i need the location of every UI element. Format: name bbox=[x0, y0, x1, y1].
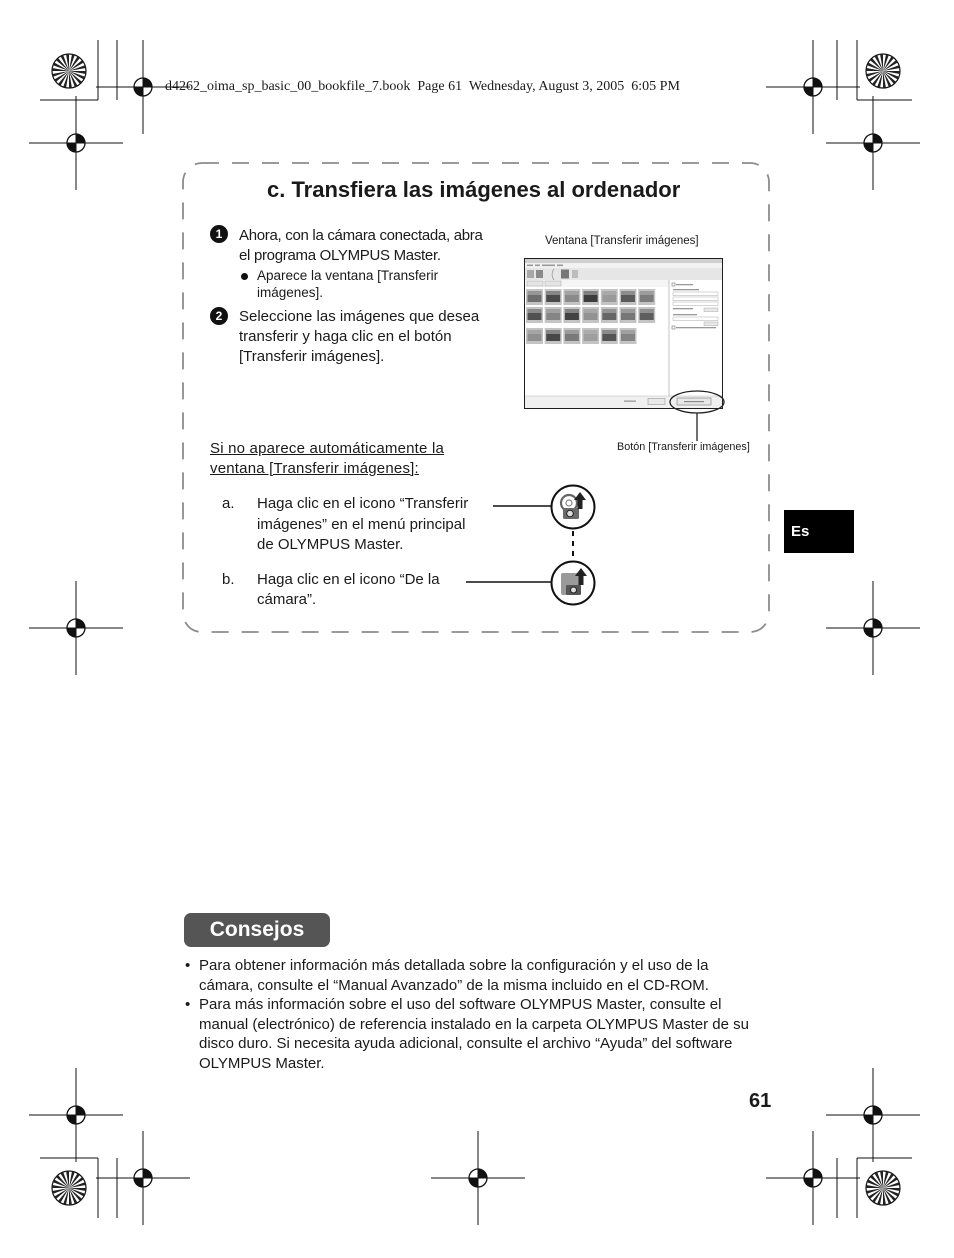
step-number-badge-2: 2 bbox=[210, 307, 228, 325]
starburst-wedge bbox=[883, 1182, 900, 1188]
starburst-wedge bbox=[54, 71, 69, 82]
target-quadrant bbox=[813, 1169, 822, 1178]
tip-line: manual (electrónico) de referencia instalado en la carpeta OLYMPUS Master de su bbox=[199, 1015, 749, 1033]
fallback-item-line: cámara”. bbox=[257, 591, 317, 608]
thumbnail-sky bbox=[584, 330, 598, 334]
starburst-wedge bbox=[883, 71, 896, 84]
fallback-heading-line: ventana [Transferir imágenes]: bbox=[210, 460, 419, 477]
fallback-item-b-text bbox=[257, 570, 440, 610]
starburst-wedge bbox=[883, 1177, 898, 1188]
starburst-wedge bbox=[61, 1172, 70, 1188]
starburst-wedge bbox=[69, 71, 72, 88]
target-quadrant bbox=[76, 1106, 85, 1115]
starburst-wedge bbox=[867, 63, 883, 72]
target-quadrant bbox=[67, 143, 76, 152]
registration-target-icon bbox=[826, 581, 920, 675]
starburst-wedge bbox=[883, 1188, 892, 1204]
target-quadrant bbox=[864, 143, 873, 152]
starburst-wedge bbox=[69, 1188, 82, 1201]
thumbnail-sky bbox=[546, 291, 560, 295]
starburst-wedge bbox=[69, 1173, 80, 1188]
target-ring bbox=[864, 1106, 882, 1124]
target-quadrant bbox=[143, 1169, 152, 1178]
tip-line: • Para obtener información más detallada sobre la configuración y el uso de la bbox=[199, 957, 709, 974]
step-2-line: transferir y haga clic en el botón bbox=[239, 328, 452, 345]
list-item bbox=[199, 956, 749, 995]
thumbnail-sky bbox=[546, 309, 560, 313]
target-quadrant bbox=[873, 1106, 882, 1115]
starburst-wedge bbox=[69, 71, 86, 74]
starburst-wedge bbox=[56, 58, 69, 71]
section-title: c. Transfiera las imágenes al ordenador bbox=[267, 177, 681, 202]
starburst-wedge bbox=[880, 1171, 883, 1188]
starburst-wedge bbox=[877, 1188, 883, 1205]
target-ring bbox=[804, 1169, 822, 1187]
starburst-ring bbox=[52, 1171, 86, 1205]
starburst-wedge bbox=[883, 71, 899, 80]
starburst-wedge bbox=[883, 60, 898, 71]
starburst-wedge bbox=[868, 1188, 883, 1199]
thumbnail-sky bbox=[584, 291, 598, 295]
starburst-wedge bbox=[52, 1188, 69, 1194]
thumbnail-sky bbox=[565, 291, 579, 295]
starburst-wedge bbox=[52, 68, 69, 71]
thumbnail bbox=[526, 328, 543, 344]
fallback-item-a-text bbox=[257, 494, 468, 556]
step-1-note-line: Aparece la ventana [Transferir bbox=[257, 268, 439, 283]
target-quadrant bbox=[864, 1115, 873, 1124]
fallback-item-label-a: a. bbox=[222, 495, 235, 512]
starburst-wedge bbox=[69, 71, 82, 84]
starburst-wedge bbox=[69, 1188, 86, 1191]
registration-target-icon bbox=[766, 1131, 860, 1225]
starburst-ring bbox=[52, 54, 86, 88]
step-number-badge-1: 1 bbox=[210, 225, 228, 243]
target-ring bbox=[67, 1106, 85, 1124]
step-1-line: Ahora, con la cámara conectada, abra bbox=[239, 227, 483, 244]
starburst-wedge bbox=[883, 71, 892, 87]
starburst-wedge bbox=[69, 60, 84, 71]
fallback-item-line: de OLYMPUS Master. bbox=[257, 536, 404, 553]
starburst-wedge bbox=[875, 1172, 884, 1188]
thumbnail-sky bbox=[640, 309, 654, 313]
registration-target-icon bbox=[431, 1131, 525, 1225]
registration-target-icon bbox=[826, 96, 920, 190]
starburst-wedge bbox=[69, 1188, 85, 1197]
fallback-item-line: Haga clic en el icono “Transferir bbox=[257, 495, 469, 512]
target-quadrant bbox=[864, 628, 873, 637]
starburst-wedge bbox=[866, 1185, 883, 1188]
starburst-wedge bbox=[56, 1175, 69, 1188]
window-statusbar bbox=[525, 396, 722, 408]
starburst-wedge bbox=[883, 1188, 886, 1205]
starburst-wedge bbox=[872, 1188, 883, 1203]
starburst-wedge bbox=[66, 1171, 69, 1188]
starburst-wedge bbox=[69, 65, 86, 71]
thumbnail bbox=[620, 328, 637, 344]
target-quadrant bbox=[478, 1169, 487, 1178]
target-quadrant bbox=[67, 628, 76, 637]
transfer-window-screenshot bbox=[524, 258, 723, 409]
target-quadrant bbox=[134, 87, 143, 96]
tip-line: • Para más información sobre el uso del software OLYMPUS Master, consulte el bbox=[199, 996, 722, 1014]
window-toolbar bbox=[525, 268, 722, 280]
starburst-wedge bbox=[880, 54, 883, 71]
thumbnail bbox=[563, 328, 580, 344]
thumbnail-sky bbox=[528, 309, 542, 313]
view-buttons bbox=[525, 280, 669, 287]
tip-line: OLYMPUS Master. bbox=[199, 1054, 325, 1072]
starburst-wedge bbox=[883, 1188, 896, 1201]
thumbnail-sky bbox=[621, 330, 635, 334]
starburst-wedge bbox=[870, 1175, 883, 1188]
target-ring bbox=[67, 619, 85, 637]
starburst-wedge bbox=[69, 1182, 86, 1188]
thumbnail-sky bbox=[546, 330, 560, 334]
starburst-wedge bbox=[69, 54, 75, 71]
step-1-note-line: imágenes]. bbox=[257, 285, 324, 300]
button-caption: Botón [Transferir imágenes] bbox=[617, 441, 750, 453]
list-item bbox=[199, 995, 749, 1073]
tip-line: cámara, consulte el “Manual Avanzado” de la misma incluido en el CD-ROM. bbox=[199, 976, 709, 994]
starburst-wedge bbox=[52, 71, 69, 77]
target-ring bbox=[864, 134, 882, 152]
starburst-wedge bbox=[58, 71, 69, 86]
tip-line: disco duro. Si necesita ayuda adicional, consulte el archivo “Ayuda” del software bbox=[199, 1035, 733, 1053]
target-ring bbox=[134, 78, 152, 96]
target-quadrant bbox=[804, 87, 813, 96]
target-quadrant bbox=[76, 134, 85, 143]
thumbnail bbox=[582, 289, 599, 305]
starburst-wedge bbox=[53, 1180, 69, 1189]
thumbnail bbox=[526, 307, 543, 323]
starburst-ring bbox=[866, 54, 900, 88]
transfer-images-icon bbox=[550, 484, 596, 530]
thumbnail bbox=[563, 289, 580, 305]
book-info-header: d4262_oima_sp_basic_00_bookfile_7.book Page 61 Wednesday, August 3, 2005 6:05 PM bbox=[165, 79, 680, 94]
step-1-note bbox=[257, 267, 438, 301]
fallback-item-label-b: b. bbox=[222, 571, 235, 588]
window-titlebar bbox=[525, 259, 722, 263]
registration-target-icon bbox=[29, 1068, 123, 1162]
thumbnail-sky bbox=[584, 309, 598, 313]
thumbnail-sky bbox=[602, 291, 616, 295]
starburst-mark-icon bbox=[52, 54, 86, 88]
starburst-wedge bbox=[866, 68, 883, 71]
starburst-wedge bbox=[875, 55, 884, 71]
target-quadrant bbox=[804, 1178, 813, 1187]
step-2-line: Seleccione las imágenes que desea bbox=[239, 308, 480, 325]
step-2-text bbox=[239, 307, 479, 367]
fallback-item-line: Haga clic en el icono “De la bbox=[257, 571, 440, 588]
target-quadrant bbox=[67, 1115, 76, 1124]
thumbnail bbox=[620, 307, 637, 323]
registration-target-icon bbox=[766, 40, 860, 134]
step-2-line: [Transferir imágenes]. bbox=[239, 348, 385, 365]
starburst-wedge bbox=[69, 1188, 78, 1204]
fallback-item-line: imágenes” en el menú principal bbox=[257, 515, 466, 533]
starburst-wedge bbox=[63, 71, 69, 88]
starburst-wedge bbox=[877, 71, 883, 88]
starburst-wedge bbox=[69, 71, 85, 80]
target-ring bbox=[134, 1169, 152, 1187]
starburst-wedge bbox=[883, 1188, 900, 1191]
starburst-wedge bbox=[52, 1185, 69, 1188]
starburst-mark-icon bbox=[866, 1171, 900, 1205]
thumbnail bbox=[526, 289, 543, 305]
registration-target-icon bbox=[96, 1131, 190, 1225]
thumbnail-sky bbox=[528, 330, 542, 334]
starburst-wedge bbox=[867, 1180, 883, 1189]
thumbnail-sky bbox=[602, 309, 616, 313]
target-ring bbox=[804, 78, 822, 96]
target-ring bbox=[67, 134, 85, 152]
thumbnail bbox=[601, 307, 618, 323]
registration-target-icon bbox=[29, 581, 123, 675]
thumbnail-sky bbox=[565, 330, 579, 334]
thumbnail bbox=[638, 289, 655, 305]
registration-target-icon bbox=[29, 96, 123, 190]
thumbnail bbox=[601, 328, 618, 344]
starburst-wedge bbox=[883, 1173, 894, 1188]
window-caption: Ventana [Transferir imágenes] bbox=[545, 235, 699, 247]
starburst-wedge bbox=[54, 1188, 69, 1199]
target-ring bbox=[469, 1169, 487, 1187]
step-1-line: el programa OLYMPUS Master. bbox=[239, 246, 441, 264]
thumbnail bbox=[545, 307, 562, 323]
thumbnail bbox=[620, 289, 637, 305]
starburst-wedge bbox=[69, 56, 80, 71]
thumbnail-sky bbox=[565, 309, 579, 313]
starburst-ring bbox=[866, 1171, 900, 1205]
tips-list bbox=[199, 956, 749, 1074]
starburst-wedge bbox=[866, 1188, 883, 1194]
starburst-wedge bbox=[58, 1188, 69, 1203]
starburst-wedge bbox=[883, 71, 886, 88]
target-quadrant bbox=[813, 78, 822, 87]
thumbnail bbox=[563, 307, 580, 323]
starburst-wedge bbox=[883, 71, 900, 74]
thumbnail bbox=[638, 307, 655, 323]
starburst-wedge bbox=[868, 71, 883, 82]
starburst-wedge bbox=[883, 65, 900, 71]
thumbnail bbox=[545, 289, 562, 305]
thumbnail bbox=[545, 328, 562, 344]
fallback-heading-line: Si no aparece automáticamente la bbox=[210, 440, 445, 457]
thumbnail-sky bbox=[602, 330, 616, 334]
starburst-wedge bbox=[866, 71, 883, 77]
target-quadrant bbox=[469, 1178, 478, 1187]
thumbnail-sky bbox=[621, 309, 635, 313]
starburst-wedge bbox=[883, 1171, 889, 1188]
starburst-wedge bbox=[53, 63, 69, 72]
starburst-wedge bbox=[69, 1177, 84, 1188]
thumbnail-sky bbox=[640, 291, 654, 295]
starburst-wedge bbox=[883, 54, 889, 71]
thumbnail-sky bbox=[621, 291, 635, 295]
starburst-wedge bbox=[69, 1188, 72, 1205]
thumbnail bbox=[582, 328, 599, 344]
thumbnail-sky bbox=[528, 291, 542, 295]
starburst-wedge bbox=[69, 1171, 75, 1188]
starburst-wedge bbox=[61, 55, 70, 71]
language-tab: Es bbox=[784, 510, 854, 553]
starburst-wedge bbox=[870, 58, 883, 71]
registration-target-icon bbox=[826, 1068, 920, 1162]
target-quadrant bbox=[143, 78, 152, 87]
step-1-text bbox=[239, 226, 483, 265]
target-ring bbox=[864, 619, 882, 637]
starburst-wedge bbox=[872, 71, 883, 86]
target-quadrant bbox=[873, 619, 882, 628]
thumbnail-grid bbox=[526, 289, 655, 344]
starburst-wedge bbox=[63, 1188, 69, 1205]
starburst-wedge bbox=[883, 56, 894, 71]
fallback-heading bbox=[210, 439, 444, 479]
bullet-dot-icon bbox=[241, 273, 248, 280]
window-menubar bbox=[525, 263, 722, 268]
target-quadrant bbox=[134, 1178, 143, 1187]
starburst-wedge bbox=[69, 71, 78, 87]
from-camera-icon bbox=[550, 560, 596, 606]
thumbnail bbox=[601, 289, 618, 305]
target-quadrant bbox=[76, 619, 85, 628]
starburst-wedge bbox=[66, 54, 69, 71]
target-quadrant bbox=[873, 134, 882, 143]
starburst-mark-icon bbox=[52, 1171, 86, 1205]
starburst-mark-icon bbox=[866, 54, 900, 88]
tips-heading: Consejos bbox=[184, 913, 330, 947]
starburst-wedge bbox=[883, 1188, 899, 1197]
thumbnail bbox=[582, 307, 599, 323]
page-number: 61 bbox=[749, 1090, 772, 1112]
